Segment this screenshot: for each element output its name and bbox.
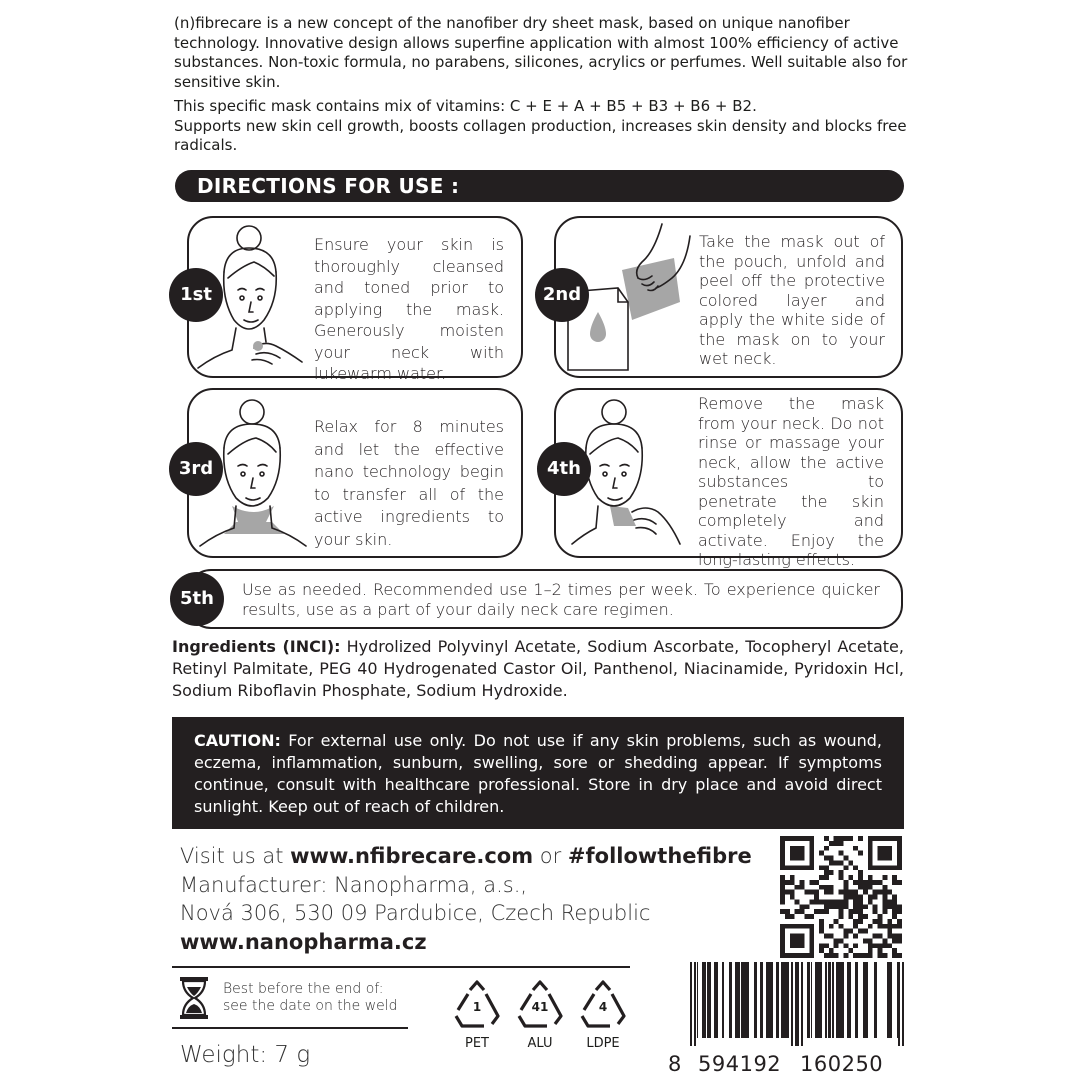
- manufacturer-website-link[interactable]: www.nanopharma.cz: [180, 929, 427, 954]
- step-3-badge: 3rd: [169, 442, 223, 496]
- step-2-text: Take the mask out of the pouch, unfold and peel off the protective colored layer and apply the white side of the mask on to your wet neck.: [699, 232, 885, 368]
- caution-label: CAUTION:: [194, 731, 281, 750]
- benefits-line: Supports new skin cell growth, boosts collagen production, increases skin density and blocks free radicals.: [174, 116, 907, 154]
- ingredients: [172, 636, 904, 702]
- divider-top: [172, 966, 630, 968]
- step-3-text: Relax for 8 minutes and let the effective nano technology begin to transfer all of the active ingredients to your skin.: [314, 417, 504, 549]
- best-before-line1: Best before the end of:: [223, 981, 384, 997]
- website-link[interactable]: www.nfibrecare.com: [290, 844, 534, 868]
- manufacturer-line: Manufacturer: Nanopharma, a.s.,: [180, 872, 528, 897]
- ingredients-label: Ingredients (INCI):: [172, 637, 341, 656]
- best-before: [223, 981, 398, 1015]
- intro-paragraph: (n)fibrecare is a new concept of the nanofiber dry sheet mask, based on unique nanofiber technology. Innovative design allows superfine application with almost 100% efficiency of active substances. Non-toxic formula, no parabens, silicones, acrylics or perfumes. Well suitable also for sensitive skin.: [174, 14, 908, 91]
- or-word: or: [533, 844, 568, 868]
- step-1-text: Ensure your skin is thoroughly cleansed and toned prior to applying the mask. Generously moisten your neck with lukewarm water.: [314, 235, 504, 383]
- recycle-alu: [513, 978, 567, 1051]
- ingredients-list: Hydrolized Polyvinyl Acetate, Sodium Ascorbate, Tocopheryl Acetate, Retinyl Palmitate, PEG 40 Hydrogenated Castor Oil, Panthenol, Niacinamide, Pyridoxin Hcl, Sodium Riboflavin Phosphate, Sodium Hydroxide.: [172, 637, 904, 700]
- barcode: [690, 962, 904, 1046]
- visit-prefix: Visit us at: [180, 844, 291, 868]
- recycle-label: ALU: [527, 1036, 553, 1051]
- caution-box: [172, 717, 904, 829]
- step-5-badge: 5th: [170, 572, 224, 626]
- visit-line: [180, 842, 770, 871]
- caution-text: For external use only. Do not use if any skin problems, such as wound, eczema, inflammation, sunburn, swelling, sore or shedding appear. If symptoms continue, consult with healthcare professional. Store in dry place and avoid direct sunlight. Keep out of reach of children.: [194, 731, 882, 816]
- step-4-text: Remove the mask from your neck. Do not rinse or massage your neck, allow the active substances to penetrate the skin completely and activate. Enjoy the long-lasting effects.: [698, 394, 884, 569]
- recycle-number: 4: [598, 1000, 608, 1014]
- hourglass-icon: [178, 976, 210, 1020]
- contact-info: [180, 842, 770, 956]
- step-1-badge: 1st: [169, 268, 223, 322]
- address-line: Nová 306, 530 09 Pardubice, Czech Republic: [180, 901, 651, 925]
- weight: Weight: 7 g: [180, 1042, 311, 1068]
- recycle-pet: [450, 978, 504, 1051]
- step-2-badge: 2nd: [535, 268, 589, 322]
- recycle-label: PET: [465, 1036, 489, 1051]
- best-before-line2: see the date on the weld: [223, 998, 398, 1014]
- intro-text: [174, 14, 909, 161]
- hashtag: #followthefibre: [567, 844, 752, 868]
- recycle-number: 41: [531, 1000, 549, 1014]
- qr-code[interactable]: [780, 836, 902, 958]
- divider-bottom: [172, 1027, 408, 1029]
- recycle-label: LDPE: [586, 1036, 620, 1051]
- recycle-ldpe: [576, 978, 630, 1051]
- vitamins-line: This specific mask contains mix of vitamins: C + E + A + B5 + B3 + B6 + B2.: [174, 97, 757, 115]
- recycle-number: 1: [472, 1000, 482, 1014]
- ean-first-digit: 8: [668, 1052, 682, 1076]
- ean-right-group: 160250: [800, 1052, 884, 1076]
- directions-title: DIRECTIONS FOR USE :: [175, 170, 904, 202]
- ean-left-group: 594192: [698, 1052, 782, 1076]
- step-4-badge: 4th: [537, 442, 591, 496]
- step-5-text: Use as needed. Recommended use 1–2 times per week. To experience quicker results, use as a part of your daily neck care regimen.: [242, 580, 880, 619]
